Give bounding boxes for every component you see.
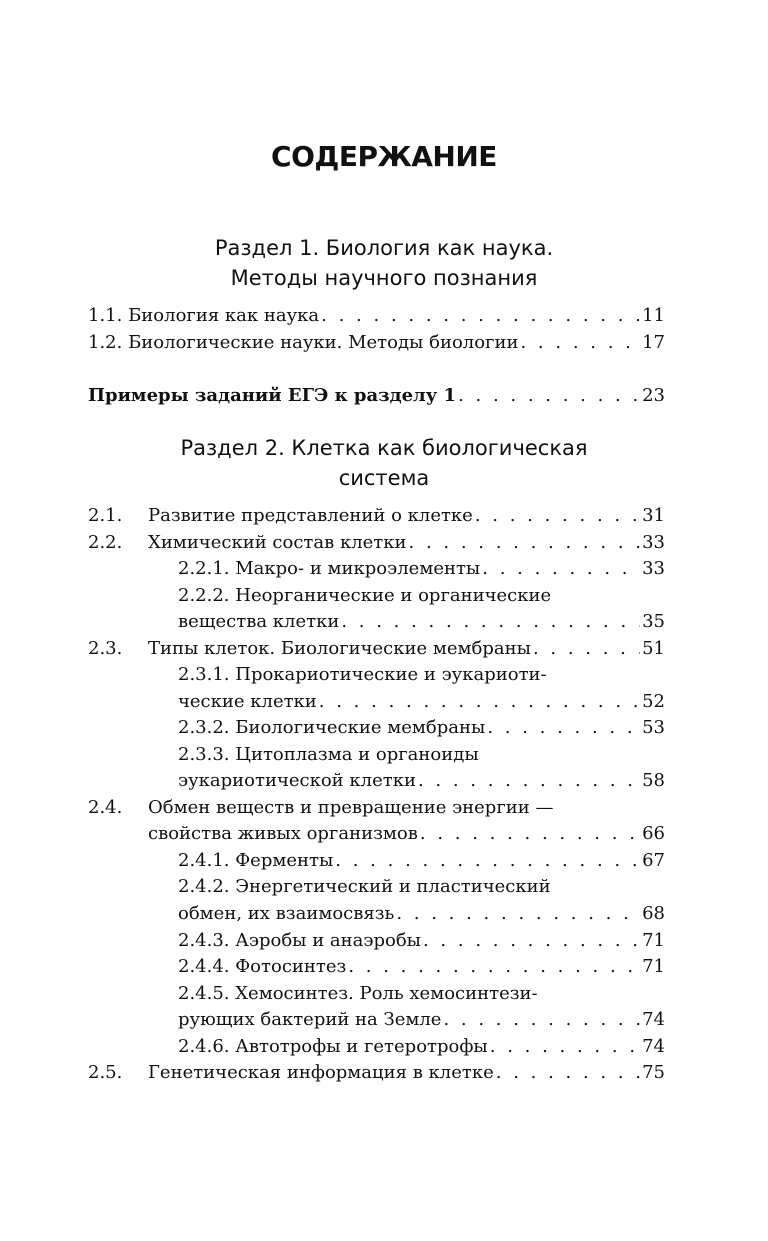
toc-entry-label: 2.2.1. Макро- и микроэлементы bbox=[178, 558, 481, 579]
toc-entry-2-3-2[interactable] bbox=[178, 715, 665, 741]
toc-number: 2.2. bbox=[88, 532, 123, 553]
toc-entry-page: 71 bbox=[642, 956, 665, 977]
dot-leader bbox=[458, 383, 640, 409]
dot-leader bbox=[520, 330, 640, 356]
dot-leader bbox=[496, 1060, 640, 1086]
section-1-heading-line1: Раздел 1. Биология как наука. bbox=[214, 236, 554, 260]
dot-leader bbox=[348, 954, 640, 980]
toc-entry-label: вещества клетки bbox=[178, 611, 340, 632]
toc-entry-page: 74 bbox=[642, 1036, 665, 1057]
toc-entry-2-2-2-line1[interactable]: 2.2.2. Неорганические и органические bbox=[178, 585, 552, 606]
section-2-heading bbox=[0, 433, 768, 493]
dot-leader bbox=[396, 901, 640, 927]
toc-entry-label: 1.2. Биологические науки. Методы биологии bbox=[88, 332, 519, 353]
toc-entry-2-3[interactable] bbox=[148, 636, 665, 662]
dot-leader bbox=[482, 556, 640, 582]
toc-entry-2-4-5[interactable] bbox=[178, 1007, 665, 1033]
toc-entry-label: 2.4.3. Аэробы и анаэробы bbox=[178, 930, 421, 951]
toc-entry-page: 17 bbox=[642, 332, 665, 353]
toc-entry-page: 66 bbox=[642, 823, 665, 844]
toc-entry-2-3-3[interactable] bbox=[178, 768, 665, 794]
toc-entry-examples-1[interactable] bbox=[88, 383, 665, 409]
dot-leader bbox=[420, 821, 640, 847]
toc-entry-page: 51 bbox=[642, 638, 665, 659]
toc-entry-label: свойства живых организмов bbox=[148, 823, 418, 844]
toc-entry-label: обмен, их взаимосвязь bbox=[178, 903, 395, 924]
toc-entry-label: 1.1. Биология как наука bbox=[88, 305, 320, 326]
toc-entry-page: 52 bbox=[642, 691, 665, 712]
dot-leader bbox=[409, 530, 641, 556]
toc-entry-page: 75 bbox=[642, 1062, 665, 1083]
toc-entry-page: 53 bbox=[642, 717, 665, 738]
dot-leader bbox=[443, 1007, 640, 1033]
toc-entry-2-4-2-line1[interactable]: 2.4.2. Энергетический и пластический bbox=[178, 876, 551, 897]
toc-entry-label: рующих бактерий на Земле bbox=[178, 1009, 442, 1030]
toc-entry-page: 31 bbox=[642, 505, 665, 526]
toc-entry-label: 2.3.2. Биологические мембраны bbox=[178, 717, 486, 738]
toc-entry-label: Примеры заданий ЕГЭ к разделу 1 bbox=[88, 385, 457, 406]
toc-entry-label: Развитие представлений о клетке bbox=[148, 505, 473, 526]
toc-entry-2-4-line1[interactable]: Обмен веществ и превращение энергии — bbox=[148, 797, 554, 818]
dot-leader bbox=[487, 715, 640, 741]
toc-entry-2-3-1-line1[interactable]: 2.3.1. Прокариотические и эукариоти- bbox=[178, 664, 547, 685]
dot-leader bbox=[319, 689, 640, 715]
toc-entry-page: 23 bbox=[642, 385, 665, 406]
toc-entry-2-4-1[interactable] bbox=[178, 848, 665, 874]
toc-entry-2-1[interactable] bbox=[148, 503, 665, 529]
toc-entry-2-2-2[interactable] bbox=[178, 609, 665, 635]
toc-entry-label: ческие клетки bbox=[178, 691, 317, 712]
toc-entry-label: Генетическая информация в клетке bbox=[148, 1062, 494, 1083]
toc-entry-2-4-3[interactable] bbox=[178, 928, 665, 954]
toc-entry-2-4-2[interactable] bbox=[178, 901, 665, 927]
toc-entry-page: 67 bbox=[642, 850, 665, 871]
toc-number: 2.3. bbox=[88, 638, 123, 659]
toc-number: 2.4. bbox=[88, 797, 123, 818]
toc-entry-page: 11 bbox=[642, 305, 665, 326]
toc-number: 2.5. bbox=[88, 1062, 123, 1083]
toc-entry-2-4-4[interactable] bbox=[178, 954, 665, 980]
toc-entry-label: Типы клеток. Биологические мембраны bbox=[148, 638, 531, 659]
toc-entry-label: 2.4.6. Автотрофы и гетеротрофы bbox=[178, 1036, 488, 1057]
dot-leader bbox=[341, 609, 640, 635]
toc-entry-label: 2.4.4. Фотосинтез bbox=[178, 956, 347, 977]
toc-entry-label: эукариотической клетки bbox=[178, 770, 416, 791]
toc-number: 2.1. bbox=[88, 505, 123, 526]
section-1-heading bbox=[0, 233, 768, 293]
section-2-heading-line1: Раздел 2. Клетка как биологическая bbox=[180, 436, 588, 460]
toc-entry-page: 68 bbox=[642, 903, 665, 924]
toc-entry-1-1[interactable] bbox=[88, 303, 665, 329]
dot-leader bbox=[335, 848, 640, 874]
toc-entry-label: 2.4.1. Ферменты bbox=[178, 850, 334, 871]
toc-entry-2-4-5-line1[interactable]: 2.4.5. Хемосинтез. Роль хемосинтези- bbox=[178, 983, 538, 1004]
toc-entry-2-4[interactable] bbox=[148, 821, 665, 847]
dot-leader bbox=[418, 768, 640, 794]
dot-leader bbox=[321, 303, 640, 329]
dot-leader bbox=[475, 503, 640, 529]
toc-entry-2-2[interactable] bbox=[148, 530, 665, 556]
toc-entry-page: 33 bbox=[642, 532, 665, 553]
toc-entry-page: 74 bbox=[642, 1009, 665, 1030]
toc-entry-2-5[interactable] bbox=[148, 1060, 665, 1086]
dot-leader bbox=[533, 636, 640, 662]
toc-entry-page: 71 bbox=[642, 930, 665, 951]
dot-leader bbox=[423, 928, 640, 954]
dot-leader bbox=[490, 1034, 640, 1060]
toc-entry-2-3-1[interactable] bbox=[178, 689, 665, 715]
toc-entry-2-3-3-line1[interactable]: 2.3.3. Цитоплазма и органоиды bbox=[178, 744, 479, 765]
toc-entry-2-4-6[interactable] bbox=[178, 1034, 665, 1060]
section-2-heading-line2: система bbox=[338, 466, 430, 490]
toc-entry-1-2[interactable] bbox=[88, 330, 665, 356]
toc-entry-page: 33 bbox=[642, 558, 665, 579]
toc-entry-label: Химический состав клетки bbox=[148, 532, 407, 553]
section-1-heading-line2: Методы научного познания bbox=[230, 266, 538, 290]
toc-entry-page: 58 bbox=[642, 770, 665, 791]
toc-entry-page: 35 bbox=[642, 611, 665, 632]
page-title: СОДЕРЖАНИЕ bbox=[271, 140, 497, 173]
toc-entry-2-2-1[interactable] bbox=[178, 556, 665, 582]
